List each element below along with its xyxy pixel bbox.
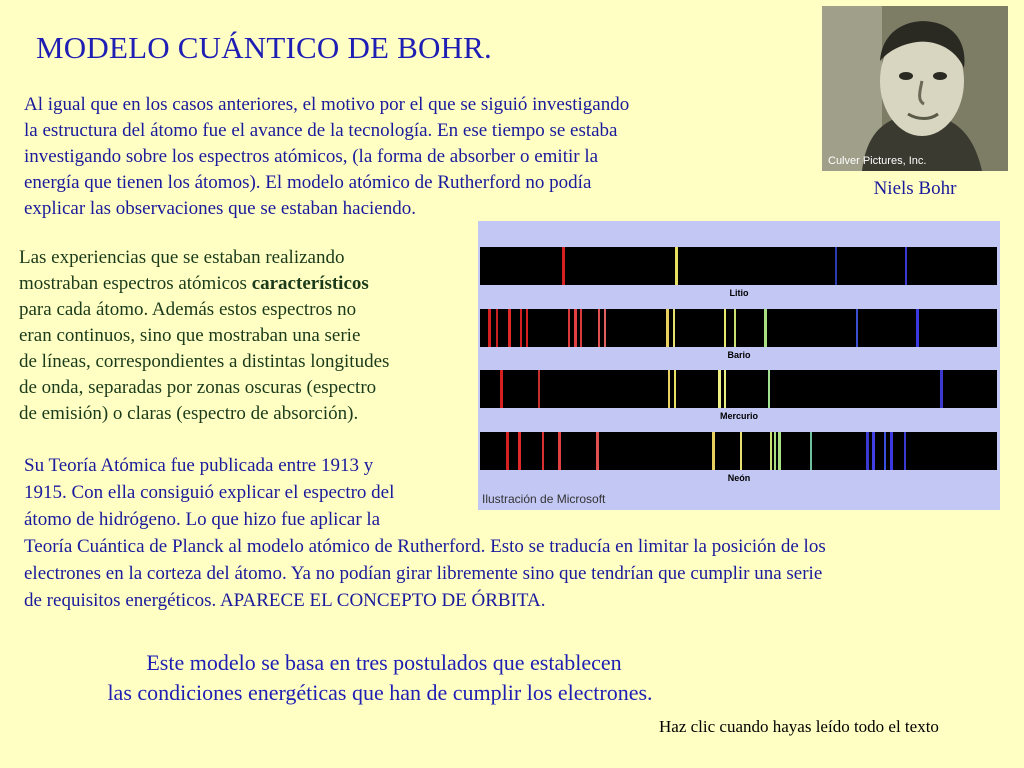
experiences-line: eran continuos, sino que mostraban una serie <box>19 325 361 346</box>
intro-line: Al igual que en los casos anteriores, el motivo por el que se siguió investigando <box>24 94 630 115</box>
intro-line: explicar las observaciones que se estaban haciendo. <box>24 198 416 219</box>
intro-line: energía que tienen los átomos). El modelo atómico de Rutherford no podía <box>24 172 592 193</box>
experiences-line <box>19 271 474 297</box>
theory-line: 1915. Con ella consiguió explicar el espectro del <box>24 482 395 503</box>
theory-line: electrones en la corteza del átomo. Ya no podían girar libremente sino que tendrían que cumplir una serie <box>24 563 823 584</box>
spectrum-label: Neón <box>727 473 751 483</box>
postulates-line: Este modelo se basa en tres postulados que establecen <box>146 650 622 675</box>
photo-caption: Niels Bohr <box>873 178 957 199</box>
postulates-line: las condiciones energéticas que han de cumplir los electrones. <box>107 680 653 705</box>
theory-paragraph <box>24 452 1004 614</box>
spectrum-litio <box>480 247 997 285</box>
intro-paragraph <box>24 92 764 222</box>
spectrum-bario <box>480 309 997 347</box>
experiences-line: de emisión) o claras (espectro de absorción). <box>19 403 359 424</box>
postulates-statement <box>0 648 760 708</box>
experiences-text: mostraban espectros atómicos <box>19 273 252 294</box>
experiences-line: Las experiencias que se estaban realizando <box>19 247 345 268</box>
page-title: MODELO CUÁNTICO DE BOHR. <box>36 30 493 65</box>
photo-watermark: Culver Pictures, Inc. <box>828 155 927 167</box>
spectrum-mercurio <box>480 370 997 408</box>
spectrum-label: Litio <box>729 288 749 298</box>
spectrum-label: Mercurio <box>719 411 758 421</box>
portrait-image <box>822 6 1008 171</box>
theory-line: Teoría Cuántica de Planck al modelo atómico de Rutherford. Esto se traducía en limitar la posición de los <box>24 536 826 557</box>
intro-line: investigando sobre los espectros atómicos, (la forma de absorber o emitir la <box>24 146 599 167</box>
experiences-line: de onda, separadas por zonas oscuras (espectro <box>19 377 377 398</box>
theory-line: de requisitos energéticos. APARECE EL CONCEPTO DE ÓRBITA. <box>24 590 546 611</box>
spectrum-label: Bario <box>727 350 751 360</box>
continue-hint[interactable]: Haz clic cuando hayas leído todo el texto <box>659 717 939 736</box>
niels-bohr-photo <box>822 6 1008 171</box>
experiences-line: para cada átomo. Además estos espectros no <box>19 299 357 320</box>
theory-line: Su Teoría Atómica fue publicada entre 1913 y <box>24 455 374 476</box>
experiences-paragraph <box>19 245 474 427</box>
theory-line: átomo de hidrógeno. Lo que hizo fue aplicar la <box>24 509 381 530</box>
intro-line: la estructura del átomo fue el avance de la tecnología. En ese tiempo se estaba <box>24 120 618 141</box>
emphasis-word: característicos <box>251 273 369 294</box>
experiences-line: de líneas, correspondientes a distintas longitudes <box>19 351 390 372</box>
illustration-credit: Ilustración de Microsoft <box>482 492 606 506</box>
